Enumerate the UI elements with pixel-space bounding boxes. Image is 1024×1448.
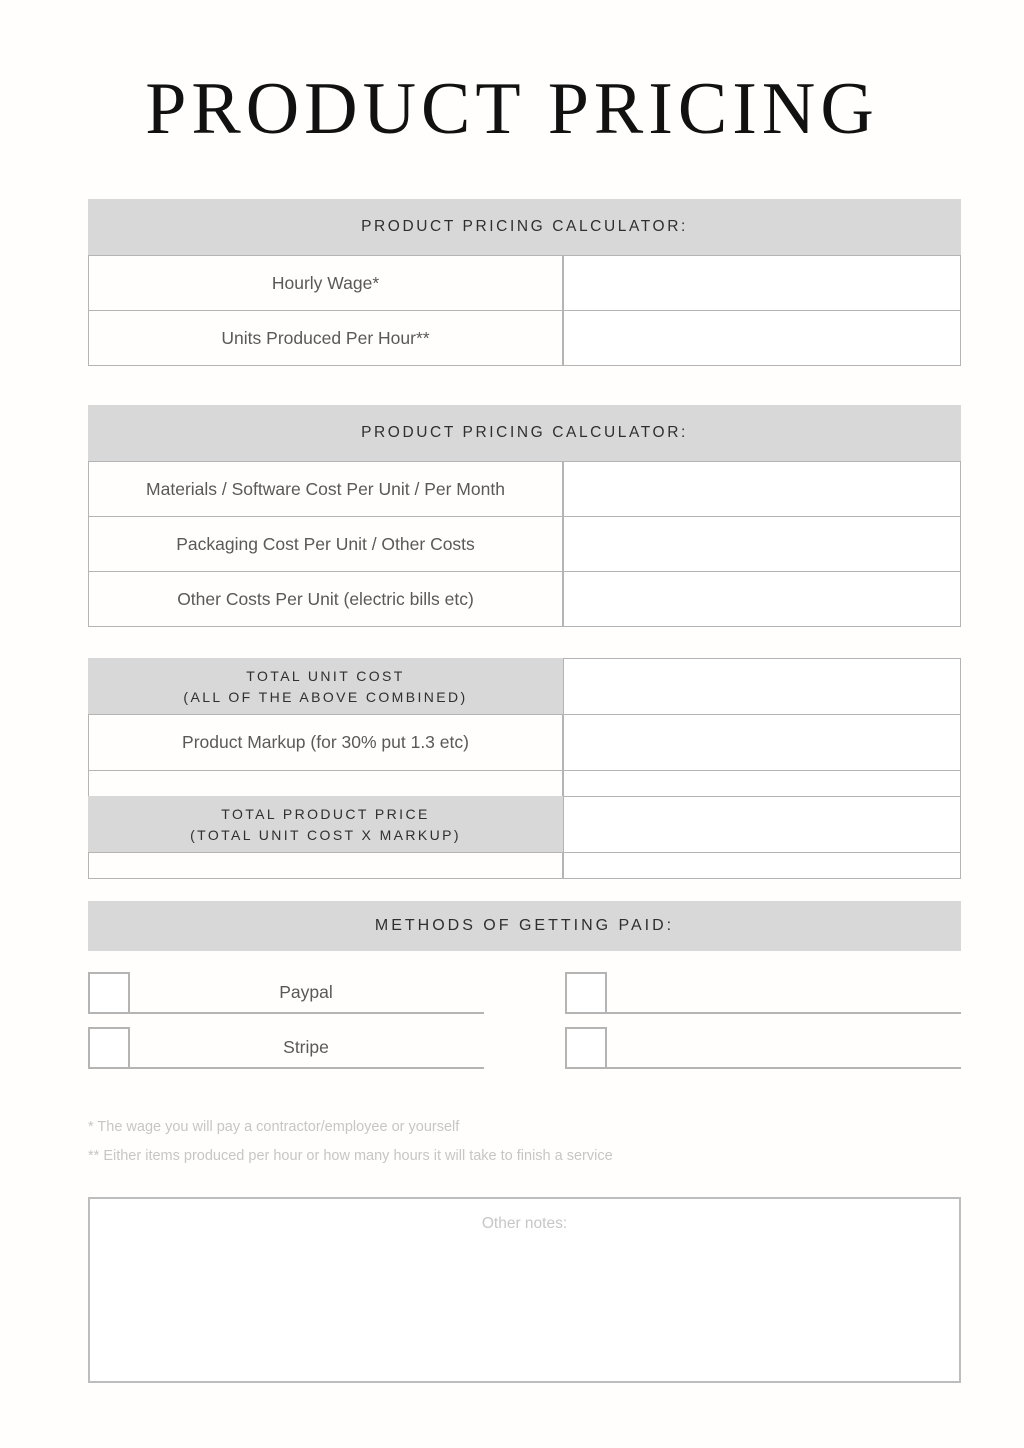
row-input-units-produced[interactable] [563, 310, 961, 366]
payment-row [88, 972, 961, 1014]
checkbox-stripe[interactable] [88, 1027, 130, 1069]
table-row-total-product-price [88, 796, 961, 853]
footnotes [88, 1119, 961, 1177]
checkbox-paypal[interactable] [88, 972, 130, 1014]
row-input-hourly-wage[interactable] [563, 255, 961, 311]
section-costs-header: PRODUCT PRICING CALCULATOR: [88, 405, 961, 461]
payment-option-paypal[interactable] [88, 972, 484, 1014]
row-label-packaging-cost: Packaging Cost Per Unit / Other Costs [88, 516, 563, 572]
total-unit-cost-line1: TOTAL UNIT COST [246, 667, 405, 684]
checkbox-custom-2[interactable] [565, 1027, 607, 1069]
payment-input-custom-1[interactable] [605, 972, 961, 1014]
spacer-value-cell[interactable] [563, 852, 961, 879]
row-input-total-unit-cost[interactable] [563, 658, 961, 715]
table-row-markup [88, 714, 961, 771]
row-label-product-markup: Product Markup (for 30% put 1.3 etc) [88, 714, 563, 771]
section-totals [88, 658, 961, 879]
other-notes-label: Other notes: [481, 1215, 568, 1232]
payment-option-stripe[interactable] [88, 1027, 484, 1069]
payment-label-paypal: Paypal [128, 972, 484, 1014]
row-label-other-costs: Other Costs Per Unit (electric bills etc) [88, 571, 563, 627]
table-row [88, 255, 961, 311]
table-row [88, 310, 961, 366]
table-row [88, 516, 961, 572]
table-row [88, 571, 961, 627]
row-label-units-produced: Units Produced Per Hour** [88, 310, 563, 366]
page-title: PRODUCT PRICING [145, 68, 879, 150]
row-input-packaging-cost[interactable] [563, 516, 961, 572]
other-notes-box[interactable] [88, 1197, 961, 1383]
spacer-value-cell[interactable] [563, 770, 961, 797]
total-unit-cost-line2: (ALL OF THE ABOVE COMBINED) [183, 688, 468, 705]
row-label-materials-cost: Materials / Software Cost Per Unit / Per Month [88, 461, 563, 517]
row-label-total-product-price [88, 796, 563, 853]
table-row [88, 461, 961, 517]
payment-row [88, 1027, 961, 1069]
payment-option-custom-2[interactable] [565, 1027, 961, 1069]
payment-label-stripe: Stripe [128, 1027, 484, 1069]
payment-input-custom-2[interactable] [605, 1027, 961, 1069]
section-wage [88, 199, 961, 366]
footnote-double-asterisk: ** Either items produced per hour or how many hours it will take to finish a service [88, 1148, 613, 1164]
section-payment-header: METHODS OF GETTING PAID: [88, 901, 961, 951]
row-label-total-unit-cost [88, 658, 563, 715]
table-row-spacer [88, 852, 961, 879]
row-input-other-costs[interactable] [563, 571, 961, 627]
checkbox-custom-1[interactable] [565, 972, 607, 1014]
total-product-price-line1: TOTAL PRODUCT PRICE [221, 805, 430, 822]
table-row-spacer [88, 770, 961, 797]
row-label-hourly-wage: Hourly Wage* [88, 255, 563, 311]
total-product-price-line2: (TOTAL UNIT COST X MARKUP) [190, 826, 461, 843]
section-wage-header: PRODUCT PRICING CALCULATOR: [88, 199, 961, 255]
section-costs [88, 405, 961, 627]
table-row-total-unit-cost [88, 658, 961, 715]
spacer-label-cell [88, 852, 563, 879]
payment-methods-list [88, 972, 961, 1082]
footnote-single-asterisk: * The wage you will pay a contractor/employee or yourself [88, 1119, 460, 1135]
row-input-materials-cost[interactable] [563, 461, 961, 517]
spacer-label-cell [88, 770, 563, 797]
payment-option-custom-1[interactable] [565, 972, 961, 1014]
row-input-product-markup[interactable] [563, 714, 961, 771]
row-input-total-product-price[interactable] [563, 796, 961, 853]
